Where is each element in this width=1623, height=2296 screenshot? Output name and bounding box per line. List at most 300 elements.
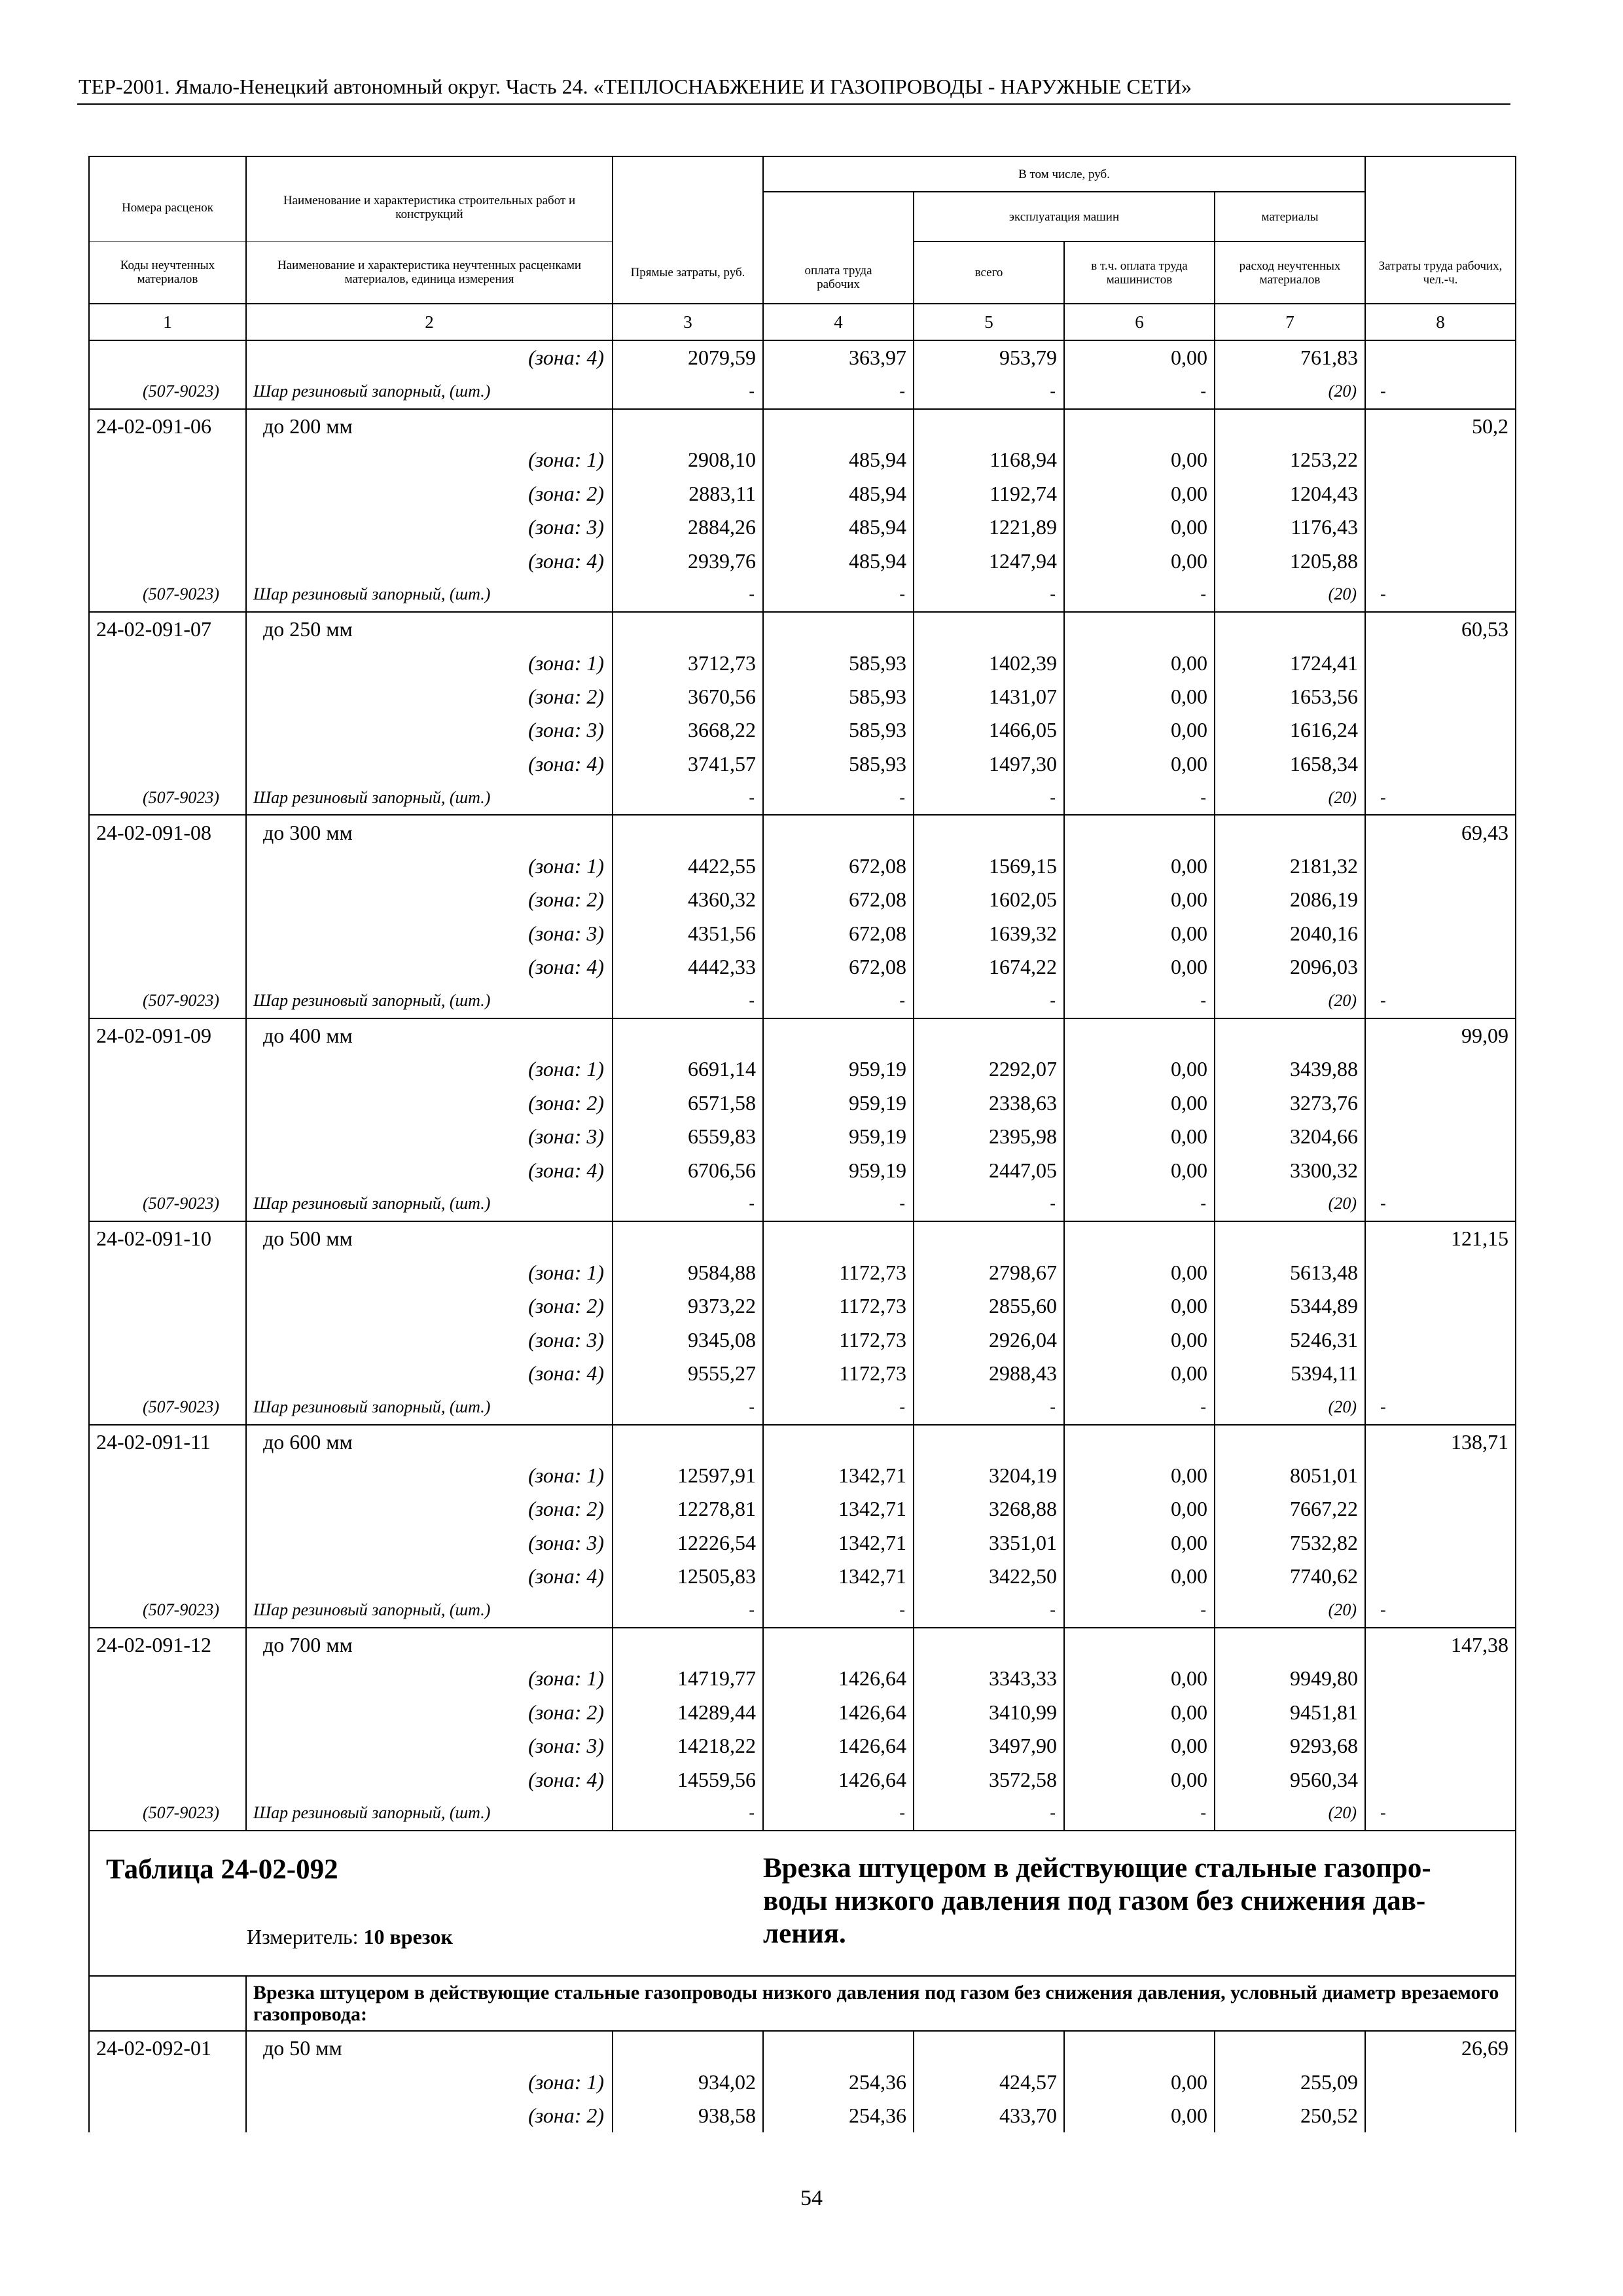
operator-wage: 0,00 xyxy=(1064,950,1215,984)
work-name: до 500 мм xyxy=(246,1221,613,1255)
material-cost: 1616,24 xyxy=(1215,713,1365,747)
material-value: - xyxy=(1365,1797,1516,1831)
labor-cost xyxy=(1365,1289,1516,1323)
machine-cost: 1247,94 xyxy=(914,544,1064,577)
rate-code xyxy=(89,1662,246,1695)
wage-cost: 959,19 xyxy=(763,1086,914,1120)
machines-header: эксплуатация машин xyxy=(914,192,1215,242)
col8-header: Затраты труда рабочих, чел.-ч. xyxy=(1365,156,1516,304)
material-value: - xyxy=(613,578,763,612)
table-row xyxy=(89,374,1516,408)
machine-cost: 1402,39 xyxy=(914,647,1064,680)
cost-cell xyxy=(763,409,914,443)
wage-cost: 672,08 xyxy=(763,883,914,916)
operator-wage: 0,00 xyxy=(1064,1256,1215,1289)
material-value: - xyxy=(1365,984,1516,1018)
zone-label: (зона: 2) xyxy=(246,1492,613,1526)
cost-cell xyxy=(1215,815,1365,849)
table-row xyxy=(89,1628,1516,1662)
material-value: - xyxy=(613,1593,763,1627)
table-row xyxy=(89,511,1516,544)
work-name: до 200 мм xyxy=(246,409,613,443)
labor-cost xyxy=(1365,1086,1516,1120)
machine-cost: 3343,33 xyxy=(914,1662,1064,1695)
cost-cell xyxy=(763,2031,914,2065)
direct-cost: 14218,22 xyxy=(613,1729,763,1763)
rate-code xyxy=(89,1560,246,1593)
zone-label: (зона: 4) xyxy=(246,950,613,984)
rate-code xyxy=(89,1153,246,1187)
operator-wage: 0,00 xyxy=(1064,1492,1215,1526)
material-cost: 1205,88 xyxy=(1215,544,1365,577)
table-row xyxy=(89,544,1516,577)
zone-label: (зона: 1) xyxy=(246,647,613,680)
material-name: Шар резиновый запорный, (шт.) xyxy=(246,374,613,408)
cost-cell xyxy=(763,1018,914,1052)
wage-cost: 1342,71 xyxy=(763,1492,914,1526)
rate-code xyxy=(89,511,246,544)
rate-code xyxy=(89,1323,246,1356)
rate-code xyxy=(89,1052,246,1086)
labor-cost xyxy=(1365,747,1516,781)
material-cost: 2040,16 xyxy=(1215,917,1365,950)
zone-label: (зона: 1) xyxy=(246,850,613,883)
work-name: до 250 мм xyxy=(246,612,613,646)
materials-header: материалы xyxy=(1215,192,1365,242)
wage-cost: 1426,64 xyxy=(763,1763,914,1796)
labor-cost xyxy=(1365,1120,1516,1153)
cost-cell xyxy=(613,2031,763,2065)
zone-label: (зона: 2) xyxy=(246,883,613,916)
direct-cost: 3668,22 xyxy=(613,713,763,747)
zone-label: (зона: 3) xyxy=(246,917,613,950)
table-row xyxy=(89,1086,1516,1120)
material-value: - xyxy=(1064,1390,1215,1424)
table-row xyxy=(89,1390,1516,1424)
material-cost: 5344,89 xyxy=(1215,1289,1365,1323)
table-row xyxy=(89,2066,1516,2099)
material-cost: 5394,11 xyxy=(1215,1357,1365,1390)
labor-cost xyxy=(1365,340,1516,374)
table-body-091 xyxy=(89,340,1516,1831)
labor-cost xyxy=(1365,1153,1516,1187)
material-name: Шар резиновый запорный, (шт.) xyxy=(246,1593,613,1627)
zone-label: (зона: 4) xyxy=(246,1763,613,1796)
zone-label: (зона: 2) xyxy=(246,680,613,713)
operator-wage: 0,00 xyxy=(1064,647,1215,680)
zone-label: (зона: 3) xyxy=(246,1323,613,1356)
wage-cost: 1172,73 xyxy=(763,1323,914,1356)
labor-cost xyxy=(1365,477,1516,511)
cost-cell xyxy=(763,815,914,849)
machine-cost: 1639,32 xyxy=(914,917,1064,950)
operator-wage: 0,00 xyxy=(1064,511,1215,544)
rate-code xyxy=(89,917,246,950)
incl-header: В том числе, руб. xyxy=(763,156,1365,192)
machine-cost: 433,70 xyxy=(914,2099,1064,2132)
operator-wage: 0,00 xyxy=(1064,1662,1215,1695)
direct-cost: 12505,83 xyxy=(613,1560,763,1593)
table2-title-cell xyxy=(763,1831,1516,1976)
machine-cost: 2292,07 xyxy=(914,1052,1064,1086)
table-row xyxy=(89,1357,1516,1390)
operator-wage: 0,00 xyxy=(1064,1153,1215,1187)
wage-cost: 959,19 xyxy=(763,1052,914,1086)
table-row xyxy=(89,850,1516,883)
material-value: - xyxy=(1365,578,1516,612)
material-value: - xyxy=(1064,1797,1215,1831)
material-value: (20) xyxy=(1215,578,1365,612)
wage-cost: 672,08 xyxy=(763,950,914,984)
material-name: Шар резиновый запорный, (шт.) xyxy=(246,781,613,815)
material-cost: 9560,34 xyxy=(1215,1763,1365,1796)
operator-wage: 0,00 xyxy=(1064,2099,1215,2132)
zone-label: (зона: 2) xyxy=(246,1289,613,1323)
table-row xyxy=(89,883,1516,916)
rate-code: 24-02-091-12 xyxy=(89,1628,246,1662)
table-row xyxy=(89,1153,1516,1187)
wage-cost: 254,36 xyxy=(763,2099,914,2132)
material-value: - xyxy=(613,374,763,408)
col3-header: Прямые затраты, руб. xyxy=(613,156,763,304)
cost-cell xyxy=(1064,2031,1215,2065)
material-value: - xyxy=(763,1593,914,1627)
labor-cost: 26,69 xyxy=(1365,2031,1516,2065)
work-name: до 400 мм xyxy=(246,1018,613,1052)
wage-cost: 585,93 xyxy=(763,680,914,713)
cost-cell xyxy=(1064,409,1215,443)
direct-cost: 3741,57 xyxy=(613,747,763,781)
table-row xyxy=(89,1120,1516,1153)
rate-code xyxy=(89,950,246,984)
rate-code xyxy=(89,1492,246,1526)
material-value: - xyxy=(914,984,1064,1018)
rate-code: 24-02-091-11 xyxy=(89,1425,246,1459)
labor-cost xyxy=(1365,1256,1516,1289)
material-cost: 2086,19 xyxy=(1215,883,1365,916)
header-rule xyxy=(77,103,1510,105)
wage-cost: 959,19 xyxy=(763,1120,914,1153)
cost-cell xyxy=(1064,1018,1215,1052)
material-cost: 1204,43 xyxy=(1215,477,1365,511)
direct-cost: 9584,88 xyxy=(613,1256,763,1289)
wage-cost: 672,08 xyxy=(763,917,914,950)
labor-cost xyxy=(1365,1526,1516,1560)
material-name: Шар резиновый запорный, (шт.) xyxy=(246,578,613,612)
machine-cost: 3204,19 xyxy=(914,1459,1064,1492)
zone-label: (зона: 2) xyxy=(246,2099,613,2132)
operator-wage: 0,00 xyxy=(1064,680,1215,713)
machine-cost: 3410,99 xyxy=(914,1696,1064,1729)
measure-unit-value: 10 врезок xyxy=(363,1925,453,1949)
material-code: (507-9023) xyxy=(89,984,246,1018)
material-value: - xyxy=(914,1390,1064,1424)
zone-label: (зона: 1) xyxy=(246,443,613,476)
cost-cell xyxy=(613,1425,763,1459)
cost-cell xyxy=(613,1221,763,1255)
wage-cost: 585,93 xyxy=(763,747,914,781)
cost-cell xyxy=(1215,409,1365,443)
material-cost: 7667,22 xyxy=(1215,1492,1365,1526)
labor-cost xyxy=(1365,544,1516,577)
rate-code xyxy=(89,647,246,680)
labor-cost xyxy=(1365,1052,1516,1086)
machine-cost: 1602,05 xyxy=(914,883,1064,916)
rate-code: 24-02-091-06 xyxy=(89,409,246,443)
table-row xyxy=(89,2099,1516,2132)
material-value: - xyxy=(763,984,914,1018)
direct-cost: 12226,54 xyxy=(613,1526,763,1560)
material-cost: 7740,62 xyxy=(1215,1560,1365,1593)
table-row xyxy=(89,1729,1516,1763)
table-row xyxy=(89,647,1516,680)
material-value: - xyxy=(613,1390,763,1424)
zone-label: (зона: 2) xyxy=(246,1086,613,1120)
wage-cost: 1172,73 xyxy=(763,1256,914,1289)
material-value: - xyxy=(763,578,914,612)
cost-cell xyxy=(914,2031,1064,2065)
labor-cost xyxy=(1365,680,1516,713)
labor-cost: 147,38 xyxy=(1365,1628,1516,1662)
material-value: - xyxy=(613,984,763,1018)
direct-cost: 14289,44 xyxy=(613,1696,763,1729)
machine-cost: 424,57 xyxy=(914,2066,1064,2099)
table-row xyxy=(89,747,1516,781)
direct-cost: 6559,83 xyxy=(613,1120,763,1153)
machine-cost: 1497,30 xyxy=(914,747,1064,781)
table-row xyxy=(89,917,1516,950)
labor-cost xyxy=(1365,2099,1516,2132)
machine-cost: 2338,63 xyxy=(914,1086,1064,1120)
table2-label-cell xyxy=(89,1831,763,1976)
labor-cost xyxy=(1365,1662,1516,1695)
cost-cell xyxy=(1215,1018,1365,1052)
table-row xyxy=(89,1018,1516,1052)
rate-code: 24-02-091-09 xyxy=(89,1018,246,1052)
cost-cell xyxy=(1215,1425,1365,1459)
material-cost: 3204,66 xyxy=(1215,1120,1365,1153)
table-body-092 xyxy=(89,2031,1516,2132)
table-row xyxy=(89,1526,1516,1560)
operator-wage: 0,00 xyxy=(1064,1086,1215,1120)
table-row xyxy=(89,2031,1516,2065)
table2-subtitle-cell xyxy=(246,1976,1516,2031)
operator-wage: 0,00 xyxy=(1064,1052,1215,1086)
cost-cell xyxy=(914,1628,1064,1662)
material-cost: 255,09 xyxy=(1215,2066,1365,2099)
operator-wage: 0,00 xyxy=(1064,443,1215,476)
material-value: (20) xyxy=(1215,781,1365,815)
table-row xyxy=(89,1459,1516,1492)
direct-cost: 14559,56 xyxy=(613,1763,763,1796)
material-value: (20) xyxy=(1215,1187,1365,1221)
direct-cost: 934,02 xyxy=(613,2066,763,2099)
rate-code xyxy=(89,1289,246,1323)
machine-cost: 3497,90 xyxy=(914,1729,1064,1763)
table-row xyxy=(89,409,1516,443)
direct-cost: 6691,14 xyxy=(613,1052,763,1086)
cost-cell xyxy=(1215,612,1365,646)
material-cost: 2181,32 xyxy=(1215,850,1365,883)
zone-label: (зона: 4) xyxy=(246,1357,613,1390)
colnum-1: 1 xyxy=(89,304,246,340)
table-row xyxy=(89,1662,1516,1695)
zone-label: (зона: 1) xyxy=(246,1459,613,1492)
material-value: - xyxy=(1365,374,1516,408)
col6-header: в т.ч. оплата труда машинистов xyxy=(1064,242,1215,304)
direct-cost: 12597,91 xyxy=(613,1459,763,1492)
labor-cost xyxy=(1365,511,1516,544)
operator-wage: 0,00 xyxy=(1064,1289,1215,1323)
zone-label: (зона: 4) xyxy=(246,1560,613,1593)
table-row xyxy=(89,1492,1516,1526)
cost-cell xyxy=(914,1221,1064,1255)
rate-code xyxy=(89,713,246,747)
colnum-5: 5 xyxy=(914,304,1064,340)
cost-cell xyxy=(1215,1221,1365,1255)
rate-code: 24-02-091-08 xyxy=(89,815,246,849)
col5-header: всего xyxy=(914,242,1064,304)
material-value: - xyxy=(763,781,914,815)
material-cost: 250,52 xyxy=(1215,2099,1365,2132)
operator-wage: 0,00 xyxy=(1064,1696,1215,1729)
machine-cost: 3351,01 xyxy=(914,1526,1064,1560)
operator-wage: 0,00 xyxy=(1064,850,1215,883)
material-cost: 3273,76 xyxy=(1215,1086,1365,1120)
direct-cost: 4360,32 xyxy=(613,883,763,916)
machine-cost: 2447,05 xyxy=(914,1153,1064,1187)
col7-header: расход неучтенных материалов xyxy=(1215,242,1365,304)
machine-cost: 2855,60 xyxy=(914,1289,1064,1323)
material-value: - xyxy=(1365,1593,1516,1627)
colnum-4: 4 xyxy=(763,304,914,340)
operator-wage: 0,00 xyxy=(1064,477,1215,511)
wage-cost: 1426,64 xyxy=(763,1662,914,1695)
wage-cost: 363,97 xyxy=(763,340,914,374)
wage-cost: 1172,73 xyxy=(763,1357,914,1390)
material-value: - xyxy=(613,1797,763,1831)
direct-cost: 2908,10 xyxy=(613,443,763,476)
machine-cost: 2395,98 xyxy=(914,1120,1064,1153)
cost-cell xyxy=(1064,1221,1215,1255)
direct-cost: 4442,33 xyxy=(613,950,763,984)
table-row xyxy=(89,815,1516,849)
material-value: (20) xyxy=(1215,374,1365,408)
rate-code xyxy=(89,2099,246,2132)
wage-cost: 485,94 xyxy=(763,511,914,544)
material-code: (507-9023) xyxy=(89,1797,246,1831)
table-row xyxy=(89,1221,1516,1255)
material-value: - xyxy=(914,781,1064,815)
rate-code xyxy=(89,1526,246,1560)
table-row xyxy=(89,1797,1516,1831)
machine-cost: 2798,67 xyxy=(914,1256,1064,1289)
machine-cost: 3572,58 xyxy=(914,1763,1064,1796)
table2-label: Таблица 24-02-092 xyxy=(106,1854,338,1886)
operator-wage: 0,00 xyxy=(1064,1120,1215,1153)
material-value: - xyxy=(763,1797,914,1831)
direct-cost: 2883,11 xyxy=(613,477,763,511)
rate-code: 24-02-092-01 xyxy=(89,2031,246,2065)
cost-cell xyxy=(1064,612,1215,646)
material-value: (20) xyxy=(1215,1797,1365,1831)
material-value: - xyxy=(914,1797,1064,1831)
direct-cost: 6706,56 xyxy=(613,1153,763,1187)
table-row xyxy=(89,1256,1516,1289)
work-name: до 700 мм xyxy=(246,1628,613,1662)
material-cost: 5246,31 xyxy=(1215,1323,1365,1356)
wage-cost: 1426,64 xyxy=(763,1696,914,1729)
machine-cost: 1168,94 xyxy=(914,443,1064,476)
table-row xyxy=(89,781,1516,815)
material-value: - xyxy=(763,1390,914,1424)
col2-header-b: Наименование и характеристика неучтенных расценками материалов, единица измерения xyxy=(246,242,613,304)
material-value: - xyxy=(1064,1187,1215,1221)
machine-cost: 1221,89 xyxy=(914,511,1064,544)
machine-cost: 3268,88 xyxy=(914,1492,1064,1526)
table-row xyxy=(89,1289,1516,1323)
labor-cost: 60,53 xyxy=(1365,612,1516,646)
material-name: Шар резиновый запорный, (шт.) xyxy=(246,1187,613,1221)
operator-wage: 0,00 xyxy=(1064,1763,1215,1796)
colnum-7: 7 xyxy=(1215,304,1365,340)
rate-code xyxy=(89,680,246,713)
zone-label: (зона: 4) xyxy=(246,747,613,781)
wage-cost: 585,93 xyxy=(763,713,914,747)
direct-cost: 6571,58 xyxy=(613,1086,763,1120)
material-cost: 3300,32 xyxy=(1215,1153,1365,1187)
col4-header: оплата труда рабочих xyxy=(763,192,914,304)
machine-cost: 3422,50 xyxy=(914,1560,1064,1593)
material-name: Шар резиновый запорный, (шт.) xyxy=(246,1390,613,1424)
direct-cost: 2079,59 xyxy=(613,340,763,374)
rate-code xyxy=(89,1256,246,1289)
zone-label: (зона: 1) xyxy=(246,2066,613,2099)
rate-code xyxy=(89,340,246,374)
cost-cell xyxy=(613,612,763,646)
direct-cost: 9373,22 xyxy=(613,1289,763,1323)
labor-cost xyxy=(1365,443,1516,476)
work-name: до 600 мм xyxy=(246,1425,613,1459)
zone-label: (зона: 1) xyxy=(246,1662,613,1695)
material-value: - xyxy=(1365,1187,1516,1221)
machine-cost: 1674,22 xyxy=(914,950,1064,984)
zone-label: (зона: 1) xyxy=(246,1052,613,1086)
rate-code xyxy=(89,443,246,476)
col2-header-a: Наименование и характеристика строительных работ и конструкций xyxy=(246,156,613,242)
cost-cell xyxy=(1215,1628,1365,1662)
table-row xyxy=(89,950,1516,984)
rate-code xyxy=(89,1459,246,1492)
material-code: (507-9023) xyxy=(89,1593,246,1627)
labor-cost xyxy=(1365,883,1516,916)
wage-cost: 959,19 xyxy=(763,1153,914,1187)
rate-code xyxy=(89,1357,246,1390)
cost-cell xyxy=(613,409,763,443)
measure-unit-label: Измеритель: xyxy=(247,1925,359,1949)
rate-code xyxy=(89,747,246,781)
material-cost: 761,83 xyxy=(1215,340,1365,374)
table-row xyxy=(89,1593,1516,1627)
material-cost: 9451,81 xyxy=(1215,1696,1365,1729)
table2-subtitle: Врезка штуцером в действующие стальные газопроводы низкого давления под газом без снижения давления, условный диаметр врезаемого газопровода: xyxy=(253,1982,1499,2026)
rate-code xyxy=(89,2066,246,2099)
operator-wage: 0,00 xyxy=(1064,1323,1215,1356)
machine-cost: 1431,07 xyxy=(914,680,1064,713)
material-value: - xyxy=(763,1187,914,1221)
rate-code xyxy=(89,544,246,577)
labor-cost xyxy=(1365,1357,1516,1390)
